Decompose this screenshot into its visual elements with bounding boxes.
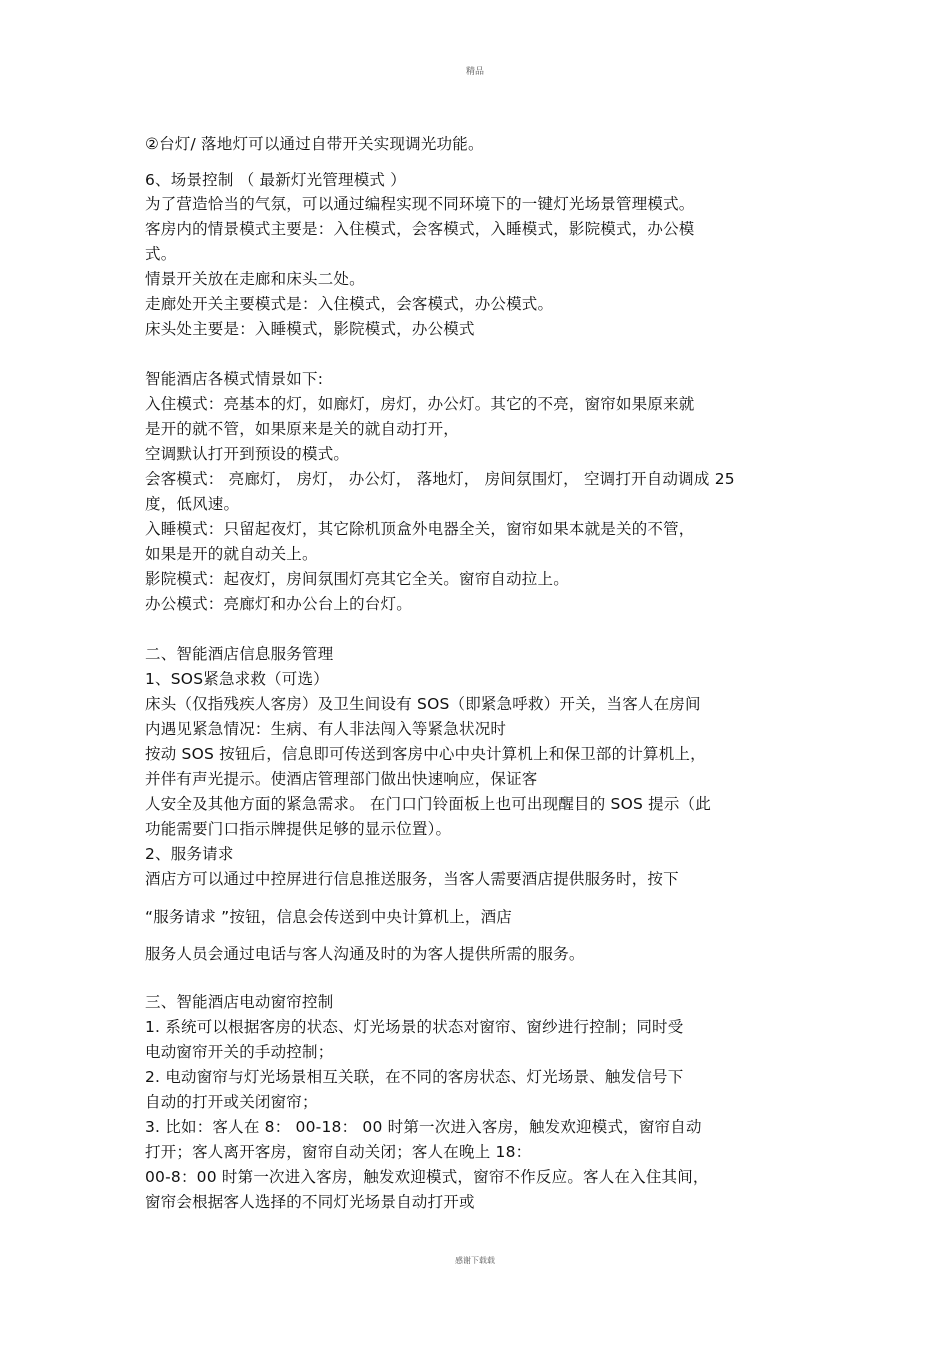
text-line: 为了营造恰当的气氛，可以通过编程实现不同环境下的一键灯光场景管理模式。 (145, 195, 695, 213)
text-line: 影院模式：起夜灯，房间氛围灯亮其它全关。窗帘自动拉上。 (145, 570, 569, 588)
text-line: 打开；客人离开客房，窗帘自动关闭；客人在晚上 18： (145, 1143, 532, 1161)
text-line: 情景开关放在走廊和床头二处。 (145, 270, 365, 288)
text-line: 办公模式：亮廊灯和办公台上的台灯。 (145, 595, 412, 613)
text-line: 走廊处开关主要模式是：入住模式，会客模式，办公模式。 (145, 295, 554, 313)
text-line: 是开的就不管，如果原来是关的就自动打开， (145, 420, 460, 438)
text-line: “服务请求 ”按钮，信息会传送到中央计算机上，酒店 (145, 908, 512, 926)
text-line: 入住模式：亮基本的灯，如廊灯，房灯，办公灯。其它的不亮，窗帘如果原来就 (145, 395, 695, 413)
sub-heading: 2、服务请求 (145, 845, 234, 863)
sub-heading: 1、SOS紧急求救（可选） (145, 670, 329, 688)
text-line: 3. 比如：客人在 8： 00-18： 00 时第一次进入客房，触发欢迎模式，窗帘自动 (145, 1118, 702, 1136)
page-header: 精品 (465, 67, 484, 77)
text-line: 内遇见紧急情况：生病、有人非法闯入等紧急状况时 (145, 720, 507, 738)
text-line: ②台灯/ 落地灯可以通过自带开关实现调光功能。 (145, 135, 484, 153)
text-line: 按动 SOS 按钮后，信息即可传送到客房中心中央计算机上和保卫部的计算机上， (145, 745, 706, 763)
text-line: 窗帘会根据客人选择的不同灯光场景自动打开或 (145, 1193, 475, 1211)
text-line: 床头（仅指残疾人客房）及卫生间设有 SOS（即紧急呼救）开关，当客人在房间 (145, 695, 701, 713)
text-line: 电动窗帘开关的手动控制； (145, 1043, 334, 1061)
text-line: 入睡模式：只留起夜灯，其它除机顶盒外电器全关，窗帘如果本就是关的不管， (145, 520, 695, 538)
section-heading: 三、智能酒店电动窗帘控制 (145, 993, 334, 1011)
text-line: 如果是开的就自动关上。 (145, 545, 318, 563)
text-line: 人安全及其他方面的紧急需求。 在门口门铃面板上也可出现醒目的 SOS 提示（此 (145, 795, 711, 813)
text-line: 智能酒店各模式情景如下: (145, 370, 324, 388)
section-heading: 6、场景控制 （ 最新灯光管理模式 ） (145, 171, 406, 189)
text-line: 00-8：00 时第一次进入客房，触发欢迎模式，窗帘不作反应。客人在入住其间， (145, 1168, 709, 1186)
text-line: 度，低风速。 (145, 495, 240, 513)
text-line: 客房内的情景模式主要是：入住模式，会客模式，入睡模式，影院模式，办公模 (145, 220, 695, 238)
text-line: 空调默认打开到预设的模式。 (145, 445, 350, 463)
page-footer: 感谢下载载 (455, 1256, 495, 1265)
text-line: 式。 (145, 245, 177, 263)
section-heading: 二、智能酒店信息服务管理 (145, 645, 334, 663)
text-line: 1. 系统可以根据客房的状态、灯光场景的状态对窗帘、窗纱进行控制；同时受 (145, 1018, 684, 1036)
text-line: 酒店方可以通过中控屏进行信息推送服务，当客人需要酒店提供服务时，按下 (145, 870, 679, 888)
text-line: 自动的打开或关闭窗帘； (145, 1093, 318, 1111)
text-line: 会客模式： 亮廊灯， 房灯， 办公灯， 落地灯， 房间氛围灯， 空调打开自动调成 25 (145, 470, 735, 488)
text-line: 床头处主要是：入睡模式，影院模式，办公模式 (145, 320, 475, 338)
text-line: 2. 电动窗帘与灯光场景相互关联，在不同的客房状态、灯光场景、触发信号下 (145, 1068, 684, 1086)
text-line: 功能需要门口指示牌提供足够的显示位置）。 (145, 820, 452, 838)
text-line: 并伴有声光提示。使酒店管理部门做出快速响应，保证客 (145, 770, 538, 788)
text-line: 服务人员会通过电话与客人沟通及时的为客人提供所需的服务。 (145, 945, 585, 963)
